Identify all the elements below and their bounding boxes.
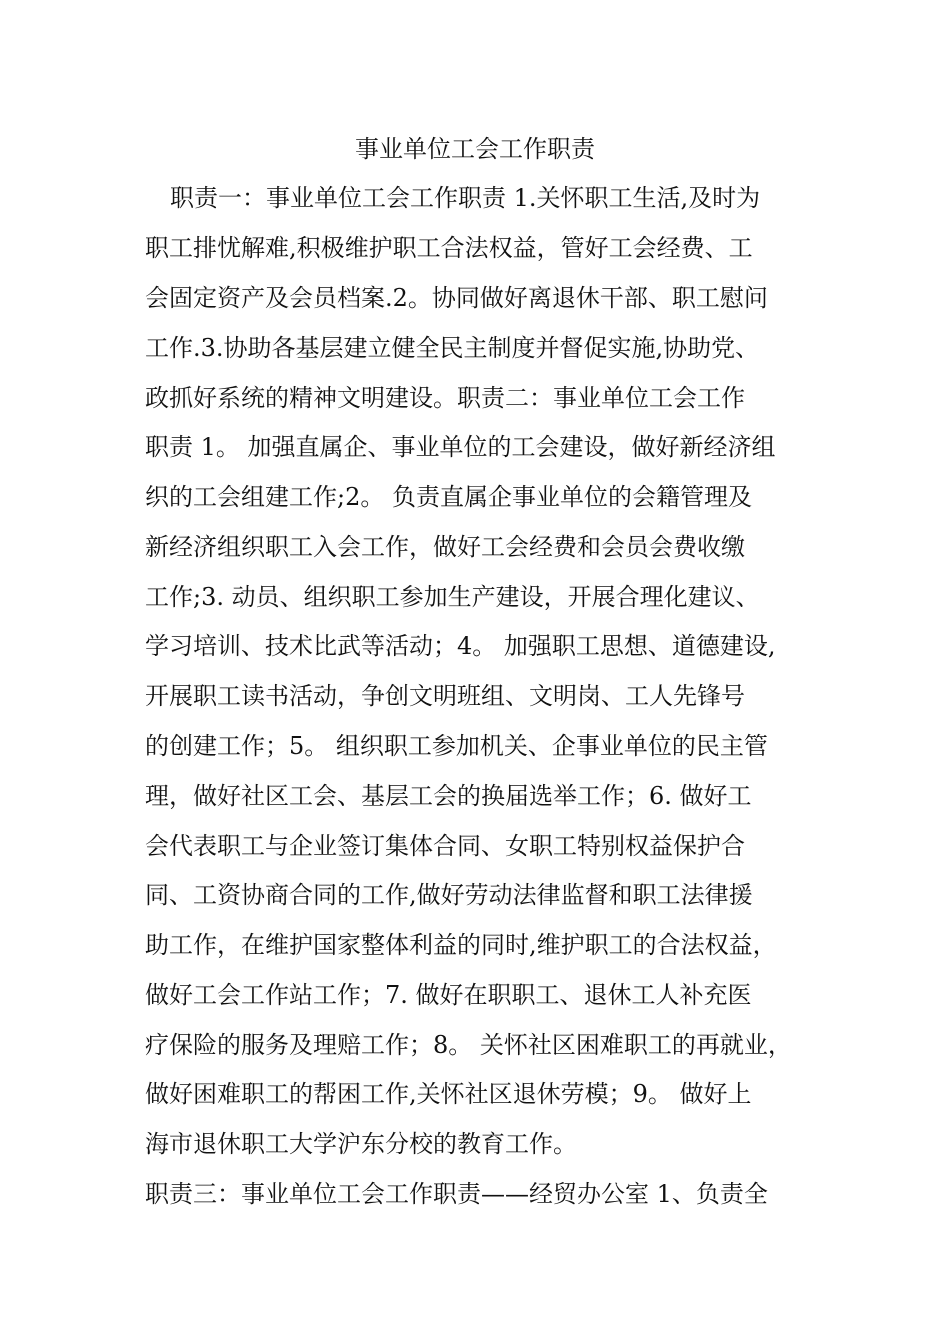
paragraph-line: 疗保险的服务及理赔工作；8。 关怀社区困难职工的再就业， xyxy=(145,1031,792,1059)
paragraph-line: 助工作，在维护国家整体利益的同时,维护职工的合法权益， xyxy=(145,931,777,959)
paragraph-line: 职责一：事业单位工会工作职责 1.关怀职工生活,及时为 xyxy=(170,184,761,212)
paragraph-line: 的创建工作；5。 组织职工参加机关、企事业单位的民主管 xyxy=(145,732,768,760)
paragraph-line: 工作.3.协助各基层建立健全民主制度并督促实施,协助党、 xyxy=(145,334,760,362)
paragraph-line: 做好困难职工的帮困工作,关怀社区退休劳模；9。 做好上 xyxy=(145,1080,752,1108)
paragraph-line: 会代表职工与企业签订集体合同、女职工特别权益保护合 xyxy=(145,832,745,860)
paragraph-line: 职责三：事业单位工会工作职责——经贸办公室 1、负责全 xyxy=(145,1180,768,1208)
paragraph-line: 海市退休职工大学沪东分校的教育工作。 xyxy=(145,1130,577,1158)
paragraph-line: 新经济组织职工入会工作，做好工会经费和会员会费收缴 xyxy=(145,533,745,561)
page-title: 事业单位工会工作职责 xyxy=(355,135,595,163)
paragraph-line: 工作;3. 动员、组织职工参加生产建设，开展合理化建议、 xyxy=(145,583,760,611)
paragraph-line: 理，做好社区工会、基层工会的换届选举工作；6. 做好工 xyxy=(145,782,752,810)
paragraph-line: 会固定资产及会员档案.2。协同做好离退休干部、职工慰问 xyxy=(145,284,768,312)
paragraph-line: 政抓好系统的精神文明建设。职责二：事业单位工会工作 xyxy=(145,384,745,412)
paragraph-line: 做好工会工作站工作；7. 做好在职职工、退休工人补充医 xyxy=(145,981,752,1009)
paragraph-line: 织的工会组建工作;2。 负责直属企事业单位的会籍管理及 xyxy=(145,483,752,511)
paragraph-line: 学习培训、技术比武等活动；4。 加强职工思想、道德建设, xyxy=(145,632,776,660)
paragraph-line: 同、工资协商合同的工作,做好劳动法律监督和职工法律援 xyxy=(145,881,753,909)
paragraph-line: 开展职工读书活动，争创文明班组、文明岗、工人先锋号 xyxy=(145,682,745,710)
paragraph-line: 职责 1。 加强直属企、事业单位的工会建设，做好新经济组 xyxy=(145,433,776,461)
paragraph-line: 职工排忧解难,积极维护职工合法权益，管好工会经费、工 xyxy=(145,234,753,262)
